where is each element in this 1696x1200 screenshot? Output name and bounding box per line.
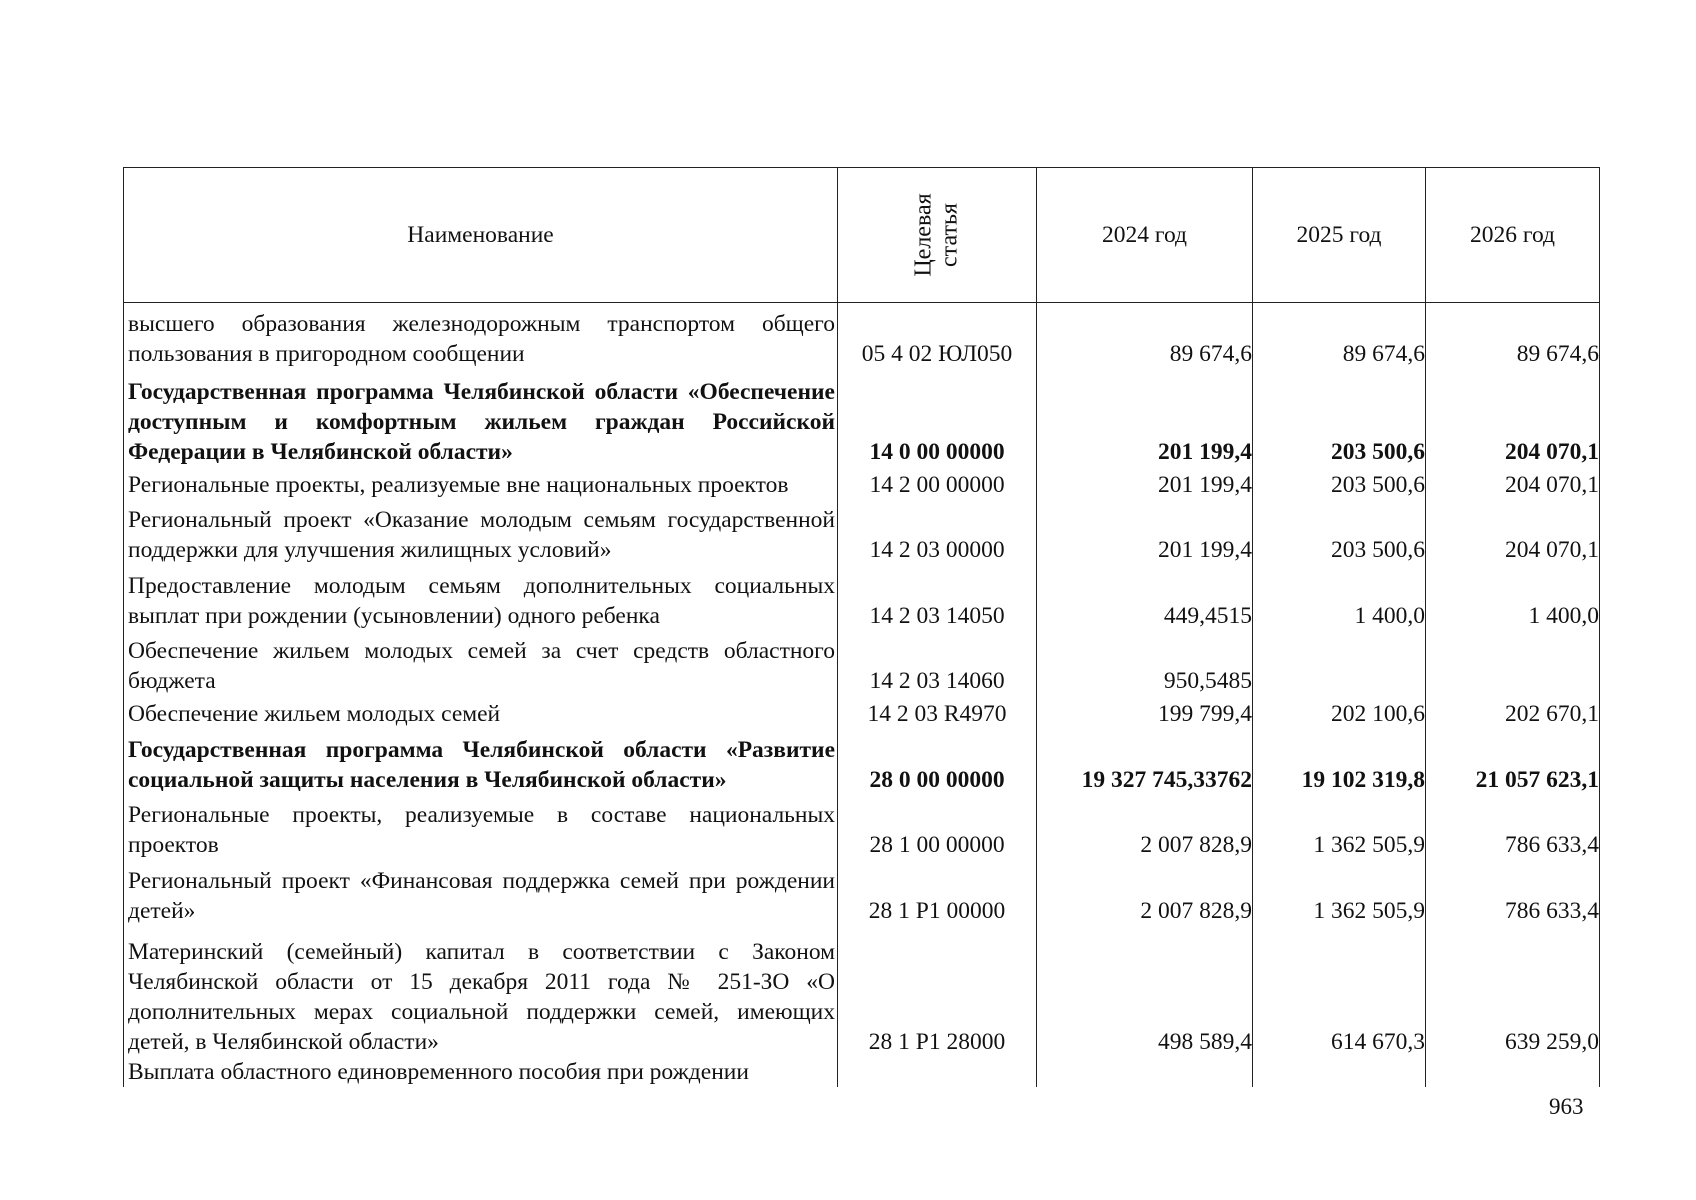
cell-2024: 201 199,4 [1037,369,1253,467]
cell-2024: 2 007 828,9 [1037,795,1253,861]
cell-name: высшего образования железнодорожным транспортом общего пользования в пригородном сообщении [124,303,838,369]
cell-2024: 2 007 828,9 [1037,860,1253,926]
cell-name: Государственная программа Челябинской области «Развитие социальной защиты населения в Челябинской области» [124,729,838,795]
cell-2024 [1037,1057,1253,1087]
cell-target-article: 28 1 P1 28000 [838,926,1037,1057]
cell-2024: 950,5485 [1037,631,1253,697]
cell-target-article: 14 2 03 00000 [838,500,1037,566]
cell-name: Государственная программа Челябинской области «Обеспечение доступным и комфортным жильем граждан Российской Федерации в Челябинской области» [124,369,838,467]
cell-2025: 89 674,6 [1253,303,1426,369]
cell-2024: 449,4515 [1037,565,1253,631]
header-name: Наименование [124,168,838,303]
cell-name: Региональные проекты, реализуемые вне национальных проектов [124,467,838,500]
cell-2025: 203 500,6 [1253,467,1426,500]
cell-name: Региональные проекты, реализуемые в составе национальных проектов [124,795,838,861]
table-row [124,467,1600,500]
cell-name: Региональный проект «Финансовая поддержка семей при рождении детей» [124,860,838,926]
header-target-article-line1: Целевая [910,192,937,277]
cell-2026 [1426,1057,1600,1087]
header-target-article-line2: статья [936,202,963,267]
cell-target-article: 14 2 00 00000 [838,467,1037,500]
table-row [124,500,1600,566]
cell-2024: 201 199,4 [1037,500,1253,566]
header-2026: 2026 год [1426,168,1600,303]
cell-2025: 1 362 505,9 [1253,795,1426,861]
cell-target-article: 28 1 P1 00000 [838,860,1037,926]
table-row [124,303,1600,369]
cell-2026: 786 633,4 [1426,795,1600,861]
table-row [124,729,1600,795]
cell-2025 [1253,1057,1426,1087]
cell-name: Региональный проект «Оказание молодым семьям государственной поддержки для улучшения жилищных условий» [124,500,838,566]
header-target-article [838,168,1037,303]
cell-2026: 21 057 623,1 [1426,729,1600,795]
cell-2025: 203 500,6 [1253,500,1426,566]
budget-table [123,167,1600,1087]
table-header-row [124,168,1600,303]
table-row [124,926,1600,1057]
cell-name: Выплата областного единовременного пособия при рождении [124,1057,838,1087]
table-body [124,303,1600,1088]
cell-target-article: 05 4 02 ЮЛ050 [838,303,1037,369]
cell-name: Предоставление молодым семьям дополнительных социальных выплат при рождении (усыновлении) одного ребенка [124,565,838,631]
cell-target-article: 14 2 03 R4970 [838,696,1037,729]
cell-name: Обеспечение жильем молодых семей за счет средств областного бюджета [124,631,838,697]
cell-2024: 498 589,4 [1037,926,1253,1057]
table-row [124,860,1600,926]
cell-2026: 202 670,1 [1426,696,1600,729]
cell-target-article [838,1057,1037,1087]
cell-2025: 203 500,6 [1253,369,1426,467]
cell-2024: 201 199,4 [1037,467,1253,500]
page-number: 963 [1549,1094,1584,1119]
table-row [124,631,1600,697]
cell-target-article: 28 0 00 00000 [838,729,1037,795]
cell-2025: 1 400,0 [1253,565,1426,631]
cell-name: Обеспечение жильем молодых семей [124,696,838,729]
table-row [124,696,1600,729]
cell-target-article: 14 2 03 14050 [838,565,1037,631]
cell-2026: 204 070,1 [1426,467,1600,500]
cell-2026: 786 633,4 [1426,860,1600,926]
cell-2025 [1253,631,1426,697]
cell-target-article: 28 1 00 00000 [838,795,1037,861]
table-row [124,1057,1600,1087]
cell-2026: 1 400,0 [1426,565,1600,631]
cell-2026: 89 674,6 [1426,303,1600,369]
cell-2026: 639 259,0 [1426,926,1600,1057]
cell-target-article: 14 0 00 00000 [838,369,1037,467]
header-2024: 2024 год [1037,168,1253,303]
cell-name: Материнский (семейный) капитал в соответствии с Законом Челябинской области от 15 декабря 2011 года № 251-ЗО «О дополнительных мерах социальной поддержки семей, имеющих детей, в Челябинской области» [124,926,838,1057]
table-row [124,795,1600,861]
cell-2024: 199 799,4 [1037,696,1253,729]
cell-2025: 614 670,3 [1253,926,1426,1057]
cell-2025: 1 362 505,9 [1253,860,1426,926]
cell-2025: 19 102 319,8 [1253,729,1426,795]
table-row [124,369,1600,467]
cell-target-article: 14 2 03 14060 [838,631,1037,697]
header-2025: 2025 год [1253,168,1426,303]
cell-2026: 204 070,1 [1426,500,1600,566]
table-row [124,565,1600,631]
cell-2024: 89 674,6 [1037,303,1253,369]
cell-2025: 202 100,6 [1253,696,1426,729]
cell-2024: 19 327 745,33762 [1037,729,1253,795]
cell-2026 [1426,631,1600,697]
cell-2026: 204 070,1 [1426,369,1600,467]
